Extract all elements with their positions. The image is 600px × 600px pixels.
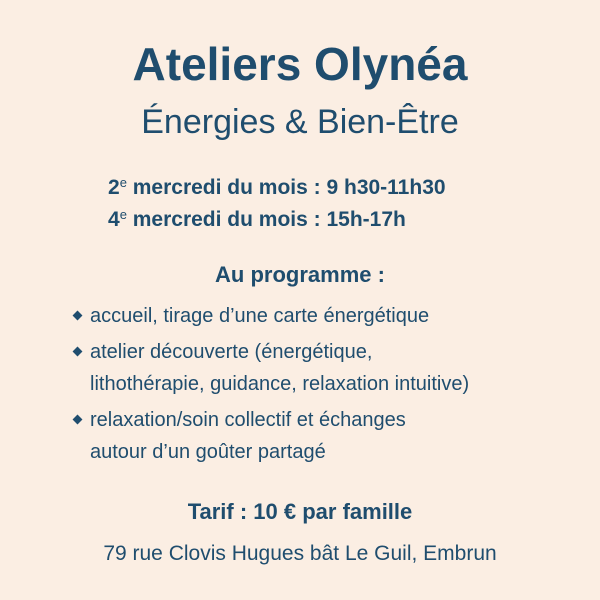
- schedule-ordinal: 2: [108, 176, 120, 199]
- schedule-row: [108, 204, 446, 236]
- page-subtitle: Énergies & Bien-Être: [141, 103, 459, 141]
- schedule-text: mercredi du mois : 9 h30-11h30: [126, 176, 446, 199]
- list-item-line: accueil, tirage d’une carte énergétique: [90, 305, 430, 327]
- schedule: [108, 172, 446, 236]
- schedule-ordinal-suffix: e: [119, 207, 127, 222]
- diamond-bullet-icon: [73, 347, 83, 357]
- schedule-ordinal-suffix: e: [119, 175, 127, 190]
- diamond-bullet-icon: [73, 415, 83, 425]
- program-list: [70, 300, 580, 472]
- schedule-ordinal: 4: [108, 208, 120, 231]
- list-item-line: atelier découverte (énergétique,: [90, 341, 373, 363]
- list-item: [70, 336, 580, 400]
- program-heading: Au programme :: [215, 262, 385, 287]
- page-title: Ateliers Olynéa: [132, 38, 468, 90]
- list-item: [70, 300, 580, 332]
- address: 79 rue Clovis Hugues bât Le Guil, Embrun: [103, 542, 497, 565]
- list-item-line: relaxation/soin collectif et échanges: [90, 409, 406, 431]
- list-item-line: lithothérapie, guidance, relaxation intuitive): [90, 373, 470, 395]
- schedule-row: [108, 172, 446, 204]
- schedule-text: mercredi du mois : 15h-17h: [126, 208, 406, 231]
- list-item: [70, 404, 580, 468]
- diamond-bullet-icon: [73, 311, 83, 321]
- list-item-line: autour d’un goûter partagé: [90, 441, 326, 463]
- tariff: Tarif : 10 € par famille: [187, 499, 413, 524]
